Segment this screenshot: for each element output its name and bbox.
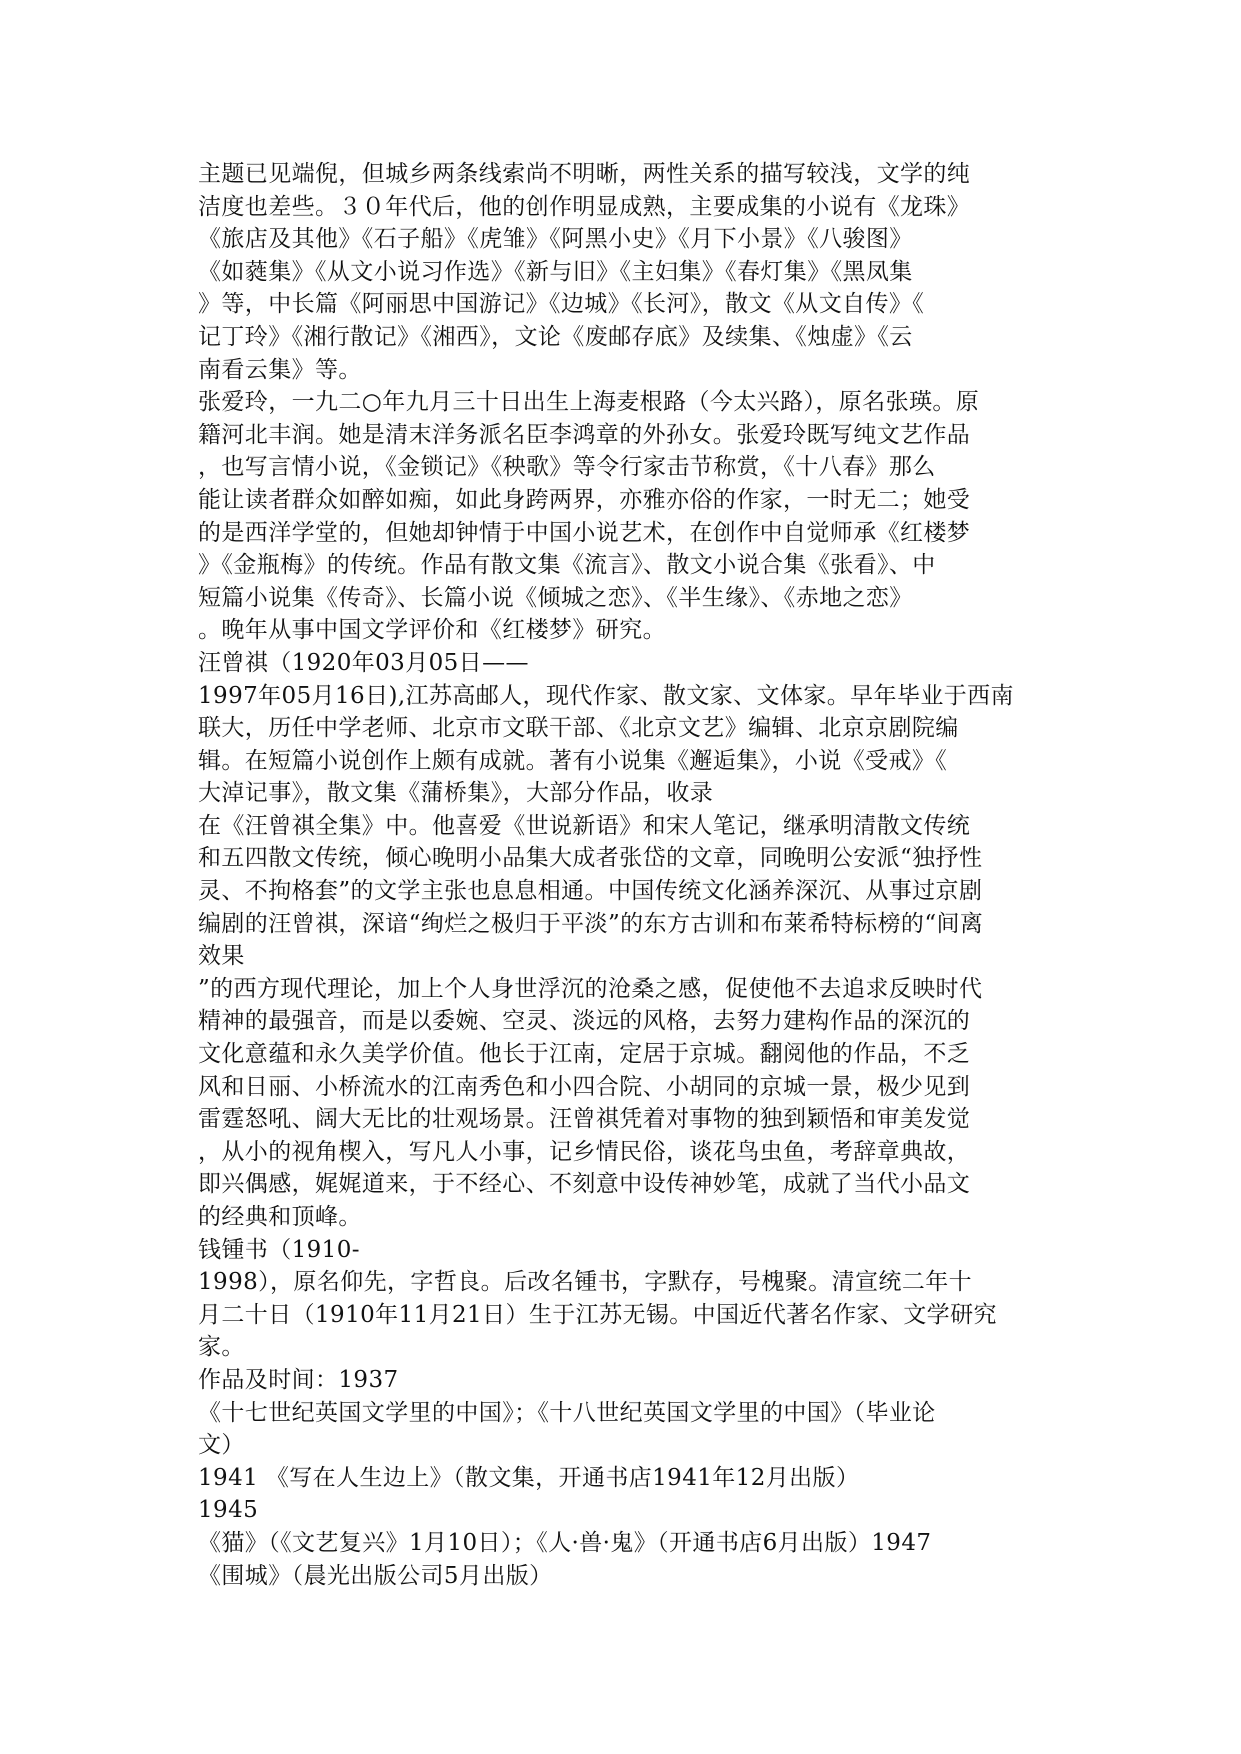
text-line: 和五四散文传统，倾心晚明小品集大成者张岱的文章，同晚明公安派“独抒性 [198, 845, 983, 872]
text-line: 1998），原名仰先，字哲良。后改名锺书，字默存，号槐聚。清宣统二年十 [198, 1269, 973, 1296]
document-body [198, 158, 1038, 1592]
text-line: 雷霆怒吼、阔大无比的壮观场景。汪曾祺凭着对事物的独到颖悟和审美发觉 [198, 1106, 971, 1133]
text-line: 的是西洋学堂的，但她却钟情于中国小说艺术，在创作中自觉师承《红楼梦 [198, 519, 971, 546]
text-line: 短篇小说集《传奇》、长篇小说《倾城之恋》、《半生缘》、《赤地之恋》 [198, 584, 913, 611]
text-line: 文） [198, 1432, 245, 1459]
text-line: 能让读者群众如醉如痴，如此身跨两界，亦雅亦俗的作家，一时无二；她受 [198, 486, 971, 513]
text-line: 1997年05月16日),江苏高邮人，现代作家、散文家、文体家。早年毕业于西南 [198, 682, 1014, 709]
text-line: 》《金瓶梅》的传统。作品有散文集《流言》、散文小说合集《张看》、中 [198, 552, 936, 579]
text-line: 文化意蕴和永久美学价值。他长于江南，定居于京城。翻阅他的作品，不乏 [198, 1041, 971, 1068]
text-line: 精神的最强音，而是以委婉、空灵、淡远的风格，去努力建构作品的深沉的 [198, 1008, 971, 1035]
text-line: 记丁玲》《湘行散记》《湘西》，文论《废邮存底》及续集、《烛虚》《云 [198, 323, 913, 350]
text-line: 《旅店及其他》《石子船》《虎雏》《阿黑小史》《月下小景》《八骏图》 [198, 226, 913, 253]
text-line: 的经典和顶峰。 [198, 1204, 362, 1230]
text-line: ，也写言情小说，《金锁记》《秧歌》等令行家击节称赏，《十八春》那么 [198, 454, 936, 481]
text-line: 作品及时间：1937 [198, 1366, 399, 1393]
text-line: 即兴偶感，娓娓道来，于不经心、不刻意中设传神妙笔，成就了当代小品文 [198, 1171, 971, 1198]
text-line: 《猫》（《文艺复兴》1月10日）；《人·兽·鬼》（开通书店6月出版）1947 [198, 1529, 932, 1556]
text-line: 月二十日（1910年11月21日）生于江苏无锡。中国近代著名作家、文学研究 [198, 1301, 997, 1328]
text-line: 1941 《写在人生边上》（散文集，开通书店1941年12月出版） [198, 1464, 860, 1491]
text-line: 主题已见端倪，但城乡两条线索尚不明晰，两性关系的描写较浅，文学的纯 [198, 161, 971, 187]
text-line: 在《汪曾祺全集》中。他喜爱《世说新语》和宋人笔记，继承明清散文传统 [198, 812, 971, 839]
text-line: 大淖记事》，散文集《蒲桥集》，大部分作品，收录 [198, 780, 714, 807]
text-line: 汪曾祺（1920年03月05日—— [198, 649, 529, 676]
text-line: 《围城》（晨光出版公司5月出版） [198, 1562, 553, 1589]
text-line: 1945 [198, 1497, 259, 1524]
text-line: 联大，历任中学老师、北京市文联干部、《北京文艺》编辑、北京京剧院编 [198, 715, 959, 742]
text-line: 编剧的汪曾祺，深谙“绚烂之极归于平淡”的东方古训和布莱希特标榜的“间离 [198, 910, 984, 937]
text-line: 家。 [198, 1334, 245, 1361]
text-line: 效果 [198, 943, 245, 970]
text-line: ”的西方现代理论，加上个人身世浮沉的沧桑之感，促使他不去追求反映时代 [198, 975, 983, 1002]
text-line: 辑。在短篇小说创作上颇有成就。著有小说集《邂逅集》，小说《受戒》《 [198, 747, 948, 774]
text-line: 南看云集》等。 [198, 356, 362, 383]
text-line: 风和日丽、小桥流水的江南秀色和小四合院、小胡同的京城一景，极少见到 [198, 1073, 971, 1100]
text-line: 》等，中长篇《阿丽思中国游记》《边城》《长河》，散文《从文自传》《 [198, 291, 925, 318]
text-line: 籍河北丰润。她是清末洋务派名臣李鸿章的外孙女。张爱玲既写纯文艺作品 [198, 421, 971, 448]
text-line: 《如蕤集》《从文小说习作选》《新与旧》《主妇集》《春灯集》《黑凤集 [198, 258, 913, 285]
text-line: 《十七世纪英国文学里的中国》；《十八世纪英国文学里的中国》（毕业论 [198, 1399, 936, 1426]
text-line: ，从小的视角楔入，写凡人小事，记乡情民俗，谈花鸟虫鱼，考辞章典故， [198, 1138, 971, 1165]
text-line: 洁度也差些。３０年代后，他的创作明显成熟，主要成集的小说有《龙珠》 [198, 193, 971, 220]
text-line: 灵、不拘格套”的文学主张也息息相通。中国传统文化涵养深沉、从事过京剧 [198, 878, 983, 905]
text-line: 张爱玲，一九二○年九月三十日出生上海麦根路（今太兴路），原名张瑛。原 [198, 389, 980, 416]
text-line: 钱锺书（1910- [198, 1236, 360, 1263]
text-line: 。晚年从事中国文学评价和《红楼梦》研究。 [198, 617, 666, 644]
